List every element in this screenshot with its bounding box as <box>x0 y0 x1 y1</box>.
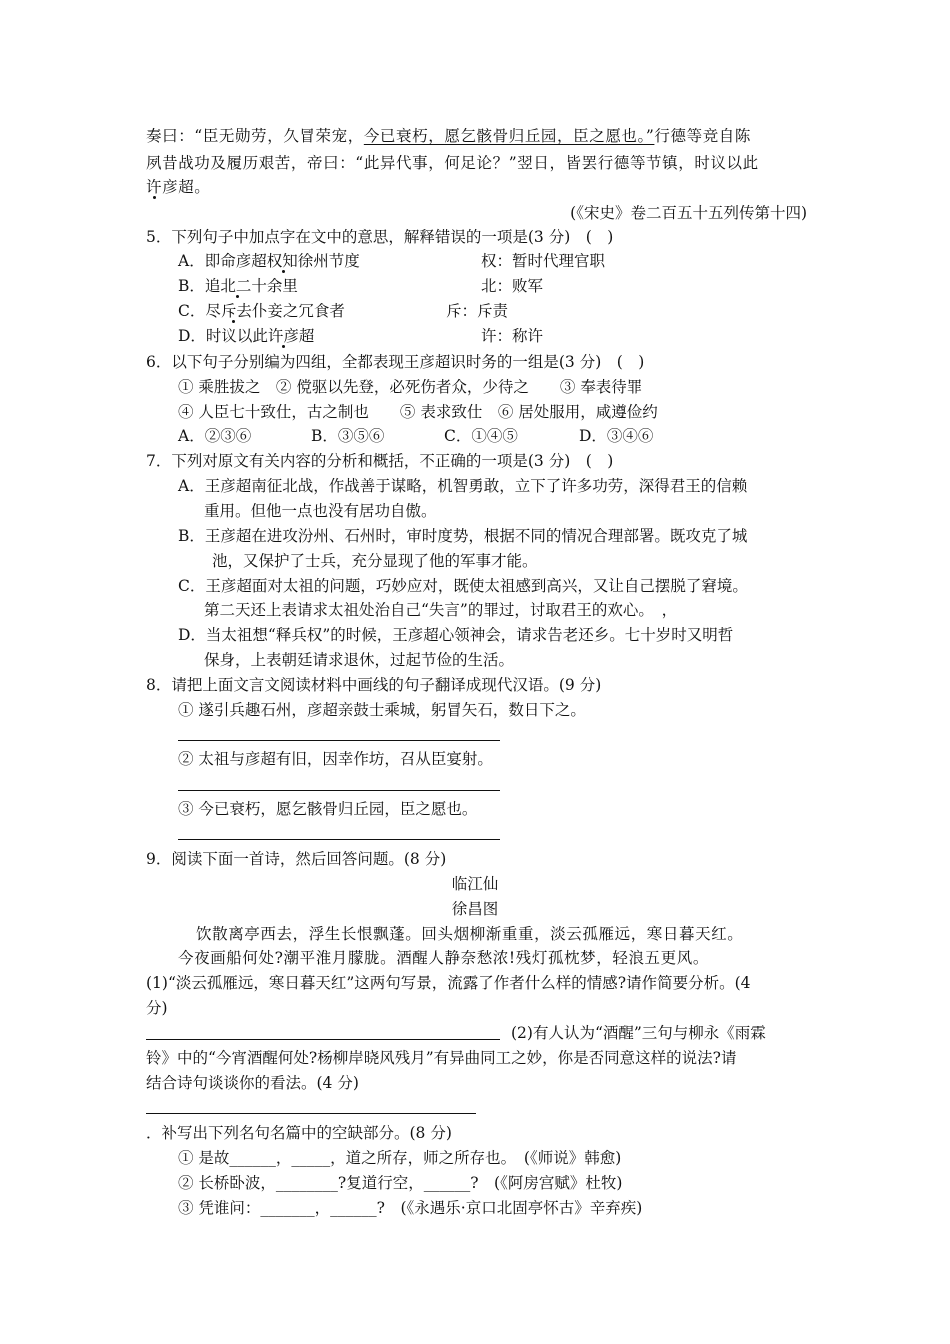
q7-option-d-line-1: D．当太祖想“释兵权”的时候，王彦超心领神会，请求告老还乡。七十岁时又明哲 <box>178 626 734 644</box>
q8-stem: 8．请把上面文言文阅读材料中画线的句子翻译成现代汉语。(9 分) <box>146 676 602 694</box>
q10-item-2: ② 长桥卧波，________?复道行空，______? (《阿房宫赋》杜牧) <box>178 1174 623 1192</box>
emphasis-dot <box>282 345 285 348</box>
q8-sentence-1: ① 遂引兵趣石州，彦超亲鼓士乘城，躬冒矢石，数日下之。 <box>178 701 586 719</box>
passage-text: 奏曰：“臣无勋劳，久冒荣宠， <box>146 127 364 145</box>
q8-sentence-3: ③ 今已衰朽，愿乞骸骨归丘园，臣之愿也。 <box>178 800 478 818</box>
q9-stem: 9．阅读下面一首诗，然后回答问题。(8 分) <box>146 850 447 868</box>
q9-part-1-line-1: (1)“淡云孤雁远，寒日暮天红”这两句写景，流露了作者什么样的情感?请作简要分析。(4 <box>146 974 751 992</box>
emphasis-dot <box>232 320 235 323</box>
q9-part-1-line-2: 分) <box>146 999 168 1017</box>
q8-sentence-2: ② 太祖与彦超有旧，因幸作坊，召从臣宴射。 <box>178 750 493 768</box>
answer-line[interactable] <box>178 740 500 741</box>
q10-item-1: ① 是故______，_____，道之所存，师之所存也。 (《师说》韩愈) <box>178 1149 622 1167</box>
poem-author: 徐昌图 <box>451 900 499 918</box>
emphasis-dot <box>236 295 239 298</box>
passage-line-3: 许彦超。 <box>146 178 211 196</box>
q6-option-d: D．③④⑥ <box>579 427 654 445</box>
q5-option-b: B．追北二十余里 <box>178 277 298 295</box>
q5-option-c: C．尽斥去仆妾之冗食者 <box>178 302 345 320</box>
q7-option-d-line-2: 保身，上表朝廷请求退休，过起节俭的生活。 <box>204 651 515 669</box>
q5-stem: 5．下列句子中加点字在文中的意思，解释错误的一项是(3 分) ( ) <box>146 228 614 246</box>
q7-option-c-line-2: 第二天还上表请求太祖处治自己“失言”的罪过，讨取君王的欢心。 ， <box>204 601 678 619</box>
passage-text: 行德等竞自陈 <box>654 127 752 145</box>
poem-line-1: 饮散离亭西去，浮生长恨飘蓬。回头烟柳渐重重，淡云孤雁远，寒日暮天红。 <box>196 925 744 943</box>
q5-option-b-explain: 北：败军 <box>481 277 544 295</box>
answer-line[interactable] <box>178 839 500 840</box>
q7-option-b-line-1: B．王彦超在进攻汾州、石州时，审时度势，根据不同的情况合理部署。既攻克了城 <box>178 527 748 545</box>
q7-option-c-line-1: C．王彦超面对太祖的问题，巧妙应对，既使太祖感到高兴，又让自己摆脱了窘境。 <box>178 577 748 595</box>
q6-items-row-1: ① 乘胜拔之 ② 傥驱以先登，必死伤者众，少待之 ③ 奉表待罪 <box>178 378 643 396</box>
answer-line[interactable] <box>146 1113 476 1114</box>
poem-line-2: 今夜画船何处?潮平淮月朦胧。酒醒人静奈愁浓!残灯孤枕梦，轻浪五更风。 <box>178 949 709 967</box>
answer-line[interactable] <box>178 790 500 791</box>
q5-option-d: D．时议以此许彦超 <box>178 327 315 345</box>
emphasis-dot <box>153 196 156 199</box>
q6-items-row-2: ④ 人臣七十致仕，古之制也 ⑤ 表求致仕 ⑥ 居处服用，咸遵俭约 <box>178 403 658 421</box>
q9-part-2-line-2: 铃》中的“今宵酒醒何处?杨柳岸晓风残月”有异曲同工之妙，你是否同意这样的说法?请 <box>146 1049 737 1067</box>
q7-option-a-line-1: A．王彦超南征北战，作战善于谋略，机智勇敢，立下了许多功劳，深得君王的信赖 <box>178 477 748 495</box>
q6-option-b: B．③⑤⑥ <box>311 427 385 445</box>
q5-option-a: A．即命彦超权知徐州节度 <box>178 252 360 270</box>
q9-part-2-line-1: (2)有人认为“酒醒”三句与柳永《雨霖 <box>511 1024 766 1042</box>
answer-line[interactable] <box>146 1039 500 1040</box>
q5-option-c-explain: 斥：斥责 <box>446 302 509 320</box>
q6-stem: 6．以下句子分别编为四组，全都表现王彦超识时务的一组是(3 分) ( ) <box>146 353 645 371</box>
q6-option-a: A．②③⑥ <box>178 427 252 445</box>
underlined-sentence: 今已衰朽，愿乞骸骨归丘园，臣之愿也。” <box>363 127 655 145</box>
q5-option-d-explain: 许：称许 <box>481 327 544 345</box>
q7-stem: 7．下列对原文有关内容的分析和概括，不正确的一项是(3 分) ( ) <box>146 452 614 470</box>
q7-option-b-line-2: 池，又保护了士兵，充分显现了他的军事才能。 <box>212 552 538 570</box>
emphasis-dot <box>282 270 285 273</box>
poem-title: 临江仙 <box>451 875 499 893</box>
q5-option-a-explain: 权：暂时代理官职 <box>481 252 606 270</box>
q9-part-2-line-3: 结合诗句谈谈你的看法。(4 分) <box>146 1074 359 1092</box>
q10-item-3: ③ 凭谁问：_______，______? (《永遇乐·京口北固亭怀古》辛弃疾) <box>178 1199 643 1217</box>
q7-option-a-line-2: 重用。但他一点也没有居功自傲。 <box>204 502 437 520</box>
passage-source: (《宋史》卷二百五十五列传第十四) <box>570 204 807 222</box>
passage-line-1 <box>146 124 751 148</box>
passage-line-2: 夙昔战功及履历艰苦，帝曰：“此异代事，何足论？”翌日，皆罢行德等节镇，时议以此 <box>146 154 759 172</box>
q10-stem: ．补写出下列名句名篇中的空缺部分。(8 分) <box>146 1124 452 1142</box>
q6-option-c: C．①④⑤ <box>444 427 518 445</box>
